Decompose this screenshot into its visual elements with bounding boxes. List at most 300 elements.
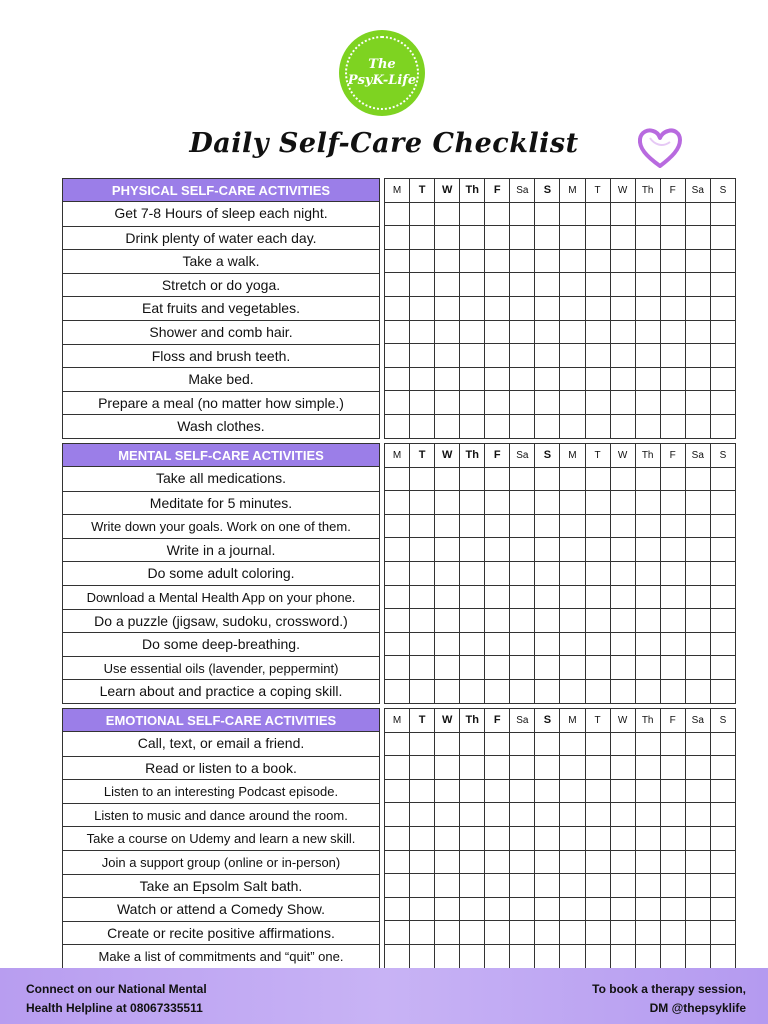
checkbox-cell[interactable]: [685, 679, 710, 703]
checkbox-cell[interactable]: [710, 850, 735, 874]
checkbox-cell[interactable]: [610, 367, 635, 391]
checkbox-cell[interactable]: [610, 514, 635, 538]
checkbox-cell[interactable]: [710, 609, 735, 633]
checkbox-cell[interactable]: [410, 391, 435, 415]
checkbox-cell[interactable]: [535, 732, 560, 756]
checkbox-cell[interactable]: [535, 656, 560, 680]
checkbox-cell[interactable]: [510, 367, 535, 391]
checkbox-cell[interactable]: [610, 779, 635, 803]
checkbox-cell[interactable]: [635, 367, 660, 391]
checkbox-cell[interactable]: [410, 296, 435, 320]
checkbox-cell[interactable]: [435, 467, 460, 491]
checkbox-cell[interactable]: [685, 320, 710, 344]
checkbox-cell[interactable]: [510, 679, 535, 703]
checkbox-cell[interactable]: [560, 226, 585, 250]
checkbox-cell[interactable]: [560, 344, 585, 368]
checkbox-cell[interactable]: [385, 296, 410, 320]
checkbox-cell[interactable]: [635, 609, 660, 633]
checkbox-cell[interactable]: [435, 803, 460, 827]
checkbox-cell[interactable]: [660, 367, 685, 391]
checkbox-cell[interactable]: [385, 414, 410, 438]
checkbox-cell[interactable]: [560, 538, 585, 562]
checkbox-cell[interactable]: [685, 467, 710, 491]
checkbox-cell[interactable]: [685, 414, 710, 438]
checkbox-cell[interactable]: [710, 344, 735, 368]
checkbox-cell[interactable]: [660, 491, 685, 515]
checkbox-cell[interactable]: [435, 296, 460, 320]
checkbox-cell[interactable]: [435, 344, 460, 368]
checkbox-cell[interactable]: [510, 944, 535, 968]
checkbox-cell[interactable]: [435, 514, 460, 538]
checkbox-cell[interactable]: [560, 202, 585, 226]
checkbox-cell[interactable]: [710, 921, 735, 945]
checkbox-cell[interactable]: [410, 320, 435, 344]
checkbox-cell[interactable]: [510, 344, 535, 368]
checkbox-cell[interactable]: [560, 826, 585, 850]
checkbox-cell[interactable]: [585, 656, 610, 680]
checkbox-cell[interactable]: [710, 467, 735, 491]
checkbox-cell[interactable]: [635, 320, 660, 344]
checkbox-cell[interactable]: [435, 779, 460, 803]
checkbox-cell[interactable]: [435, 826, 460, 850]
checkbox-cell[interactable]: [435, 897, 460, 921]
checkbox-cell[interactable]: [610, 679, 635, 703]
checkbox-cell[interactable]: [660, 732, 685, 756]
checkbox-cell[interactable]: [635, 202, 660, 226]
checkbox-cell[interactable]: [685, 514, 710, 538]
checkbox-cell[interactable]: [410, 585, 435, 609]
checkbox-cell[interactable]: [510, 609, 535, 633]
checkbox-cell[interactable]: [435, 944, 460, 968]
checkbox-cell[interactable]: [660, 226, 685, 250]
checkbox-cell[interactable]: [710, 897, 735, 921]
checkbox-cell[interactable]: [485, 826, 510, 850]
checkbox-cell[interactable]: [460, 944, 485, 968]
checkbox-cell[interactable]: [685, 632, 710, 656]
checkbox-cell[interactable]: [435, 850, 460, 874]
checkbox-cell[interactable]: [460, 491, 485, 515]
checkbox-cell[interactable]: [535, 514, 560, 538]
checkbox-cell[interactable]: [635, 249, 660, 273]
checkbox-cell[interactable]: [710, 491, 735, 515]
checkbox-cell[interactable]: [560, 656, 585, 680]
checkbox-cell[interactable]: [510, 779, 535, 803]
checkbox-cell[interactable]: [710, 273, 735, 297]
checkbox-cell[interactable]: [485, 344, 510, 368]
checkbox-cell[interactable]: [660, 803, 685, 827]
checkbox-cell[interactable]: [685, 344, 710, 368]
checkbox-cell[interactable]: [410, 491, 435, 515]
checkbox-cell[interactable]: [635, 414, 660, 438]
checkbox-cell[interactable]: [585, 467, 610, 491]
checkbox-cell[interactable]: [385, 514, 410, 538]
checkbox-cell[interactable]: [710, 249, 735, 273]
checkbox-cell[interactable]: [485, 202, 510, 226]
checkbox-cell[interactable]: [535, 491, 560, 515]
checkbox-cell[interactable]: [535, 826, 560, 850]
checkbox-cell[interactable]: [560, 561, 585, 585]
checkbox-cell[interactable]: [460, 826, 485, 850]
checkbox-cell[interactable]: [685, 296, 710, 320]
checkbox-cell[interactable]: [610, 226, 635, 250]
checkbox-cell[interactable]: [485, 874, 510, 898]
checkbox-cell[interactable]: [460, 897, 485, 921]
checkbox-cell[interactable]: [485, 367, 510, 391]
checkbox-cell[interactable]: [560, 296, 585, 320]
checkbox-cell[interactable]: [685, 226, 710, 250]
checkbox-cell[interactable]: [410, 850, 435, 874]
checkbox-cell[interactable]: [485, 561, 510, 585]
checkbox-cell[interactable]: [410, 897, 435, 921]
checkbox-cell[interactable]: [535, 850, 560, 874]
checkbox-cell[interactable]: [535, 226, 560, 250]
checkbox-cell[interactable]: [685, 732, 710, 756]
checkbox-cell[interactable]: [535, 921, 560, 945]
checkbox-cell[interactable]: [560, 467, 585, 491]
checkbox-cell[interactable]: [685, 850, 710, 874]
checkbox-cell[interactable]: [485, 732, 510, 756]
checkbox-cell[interactable]: [610, 921, 635, 945]
checkbox-cell[interactable]: [685, 656, 710, 680]
checkbox-cell[interactable]: [560, 921, 585, 945]
checkbox-cell[interactable]: [535, 585, 560, 609]
checkbox-cell[interactable]: [560, 514, 585, 538]
checkbox-cell[interactable]: [685, 538, 710, 562]
checkbox-cell[interactable]: [385, 202, 410, 226]
checkbox-cell[interactable]: [385, 756, 410, 780]
checkbox-cell[interactable]: [510, 414, 535, 438]
checkbox-cell[interactable]: [410, 874, 435, 898]
checkbox-cell[interactable]: [635, 538, 660, 562]
checkbox-cell[interactable]: [510, 561, 535, 585]
checkbox-cell[interactable]: [560, 756, 585, 780]
checkbox-cell[interactable]: [660, 391, 685, 415]
checkbox-cell[interactable]: [535, 632, 560, 656]
checkbox-cell[interactable]: [485, 921, 510, 945]
checkbox-cell[interactable]: [435, 585, 460, 609]
checkbox-cell[interactable]: [685, 897, 710, 921]
checkbox-cell[interactable]: [460, 779, 485, 803]
checkbox-cell[interactable]: [660, 826, 685, 850]
checkbox-cell[interactable]: [485, 756, 510, 780]
checkbox-cell[interactable]: [460, 538, 485, 562]
checkbox-cell[interactable]: [660, 202, 685, 226]
checkbox-cell[interactable]: [585, 491, 610, 515]
checkbox-cell[interactable]: [435, 679, 460, 703]
checkbox-cell[interactable]: [410, 756, 435, 780]
checkbox-cell[interactable]: [610, 826, 635, 850]
checkbox-cell[interactable]: [585, 679, 610, 703]
checkbox-cell[interactable]: [585, 944, 610, 968]
checkbox-cell[interactable]: [410, 273, 435, 297]
checkbox-cell[interactable]: [635, 273, 660, 297]
checkbox-cell[interactable]: [560, 491, 585, 515]
checkbox-cell[interactable]: [535, 320, 560, 344]
checkbox-cell[interactable]: [510, 756, 535, 780]
checkbox-cell[interactable]: [410, 561, 435, 585]
checkbox-cell[interactable]: [485, 944, 510, 968]
checkbox-cell[interactable]: [485, 850, 510, 874]
checkbox-cell[interactable]: [560, 391, 585, 415]
checkbox-cell[interactable]: [435, 632, 460, 656]
checkbox-cell[interactable]: [535, 344, 560, 368]
checkbox-cell[interactable]: [585, 779, 610, 803]
checkbox-cell[interactable]: [535, 561, 560, 585]
checkbox-cell[interactable]: [710, 561, 735, 585]
checkbox-cell[interactable]: [610, 414, 635, 438]
checkbox-cell[interactable]: [610, 656, 635, 680]
checkbox-cell[interactable]: [485, 226, 510, 250]
checkbox-cell[interactable]: [560, 803, 585, 827]
checkbox-cell[interactable]: [460, 921, 485, 945]
checkbox-cell[interactable]: [660, 850, 685, 874]
checkbox-cell[interactable]: [560, 249, 585, 273]
checkbox-cell[interactable]: [510, 273, 535, 297]
checkbox-cell[interactable]: [535, 897, 560, 921]
checkbox-cell[interactable]: [585, 921, 610, 945]
checkbox-cell[interactable]: [435, 538, 460, 562]
checkbox-cell[interactable]: [710, 296, 735, 320]
checkbox-cell[interactable]: [585, 561, 610, 585]
checkbox-cell[interactable]: [610, 344, 635, 368]
checkbox-cell[interactable]: [585, 756, 610, 780]
checkbox-cell[interactable]: [585, 632, 610, 656]
checkbox-cell[interactable]: [385, 897, 410, 921]
checkbox-cell[interactable]: [410, 921, 435, 945]
checkbox-cell[interactable]: [510, 391, 535, 415]
checkbox-cell[interactable]: [385, 921, 410, 945]
checkbox-cell[interactable]: [635, 491, 660, 515]
checkbox-cell[interactable]: [585, 732, 610, 756]
checkbox-cell[interactable]: [460, 202, 485, 226]
checkbox-cell[interactable]: [510, 803, 535, 827]
checkbox-cell[interactable]: [385, 850, 410, 874]
checkbox-cell[interactable]: [535, 249, 560, 273]
checkbox-cell[interactable]: [385, 585, 410, 609]
checkbox-cell[interactable]: [485, 656, 510, 680]
checkbox-cell[interactable]: [710, 632, 735, 656]
checkbox-cell[interactable]: [435, 273, 460, 297]
checkbox-cell[interactable]: [510, 732, 535, 756]
checkbox-cell[interactable]: [410, 414, 435, 438]
checkbox-cell[interactable]: [510, 850, 535, 874]
checkbox-cell[interactable]: [485, 538, 510, 562]
checkbox-cell[interactable]: [485, 632, 510, 656]
checkbox-cell[interactable]: [710, 656, 735, 680]
checkbox-cell[interactable]: [685, 874, 710, 898]
checkbox-cell[interactable]: [535, 944, 560, 968]
checkbox-cell[interactable]: [385, 826, 410, 850]
checkbox-cell[interactable]: [460, 226, 485, 250]
checkbox-cell[interactable]: [585, 585, 610, 609]
checkbox-cell[interactable]: [535, 779, 560, 803]
checkbox-cell[interactable]: [410, 344, 435, 368]
checkbox-cell[interactable]: [535, 367, 560, 391]
checkbox-cell[interactable]: [710, 679, 735, 703]
checkbox-cell[interactable]: [435, 414, 460, 438]
checkbox-cell[interactable]: [660, 414, 685, 438]
checkbox-cell[interactable]: [410, 803, 435, 827]
checkbox-cell[interactable]: [485, 320, 510, 344]
checkbox-cell[interactable]: [585, 367, 610, 391]
checkbox-cell[interactable]: [610, 202, 635, 226]
checkbox-cell[interactable]: [485, 779, 510, 803]
checkbox-cell[interactable]: [660, 679, 685, 703]
checkbox-cell[interactable]: [610, 320, 635, 344]
checkbox-cell[interactable]: [485, 414, 510, 438]
checkbox-cell[interactable]: [435, 756, 460, 780]
checkbox-cell[interactable]: [435, 249, 460, 273]
checkbox-cell[interactable]: [485, 467, 510, 491]
checkbox-cell[interactable]: [635, 296, 660, 320]
checkbox-cell[interactable]: [660, 467, 685, 491]
checkbox-cell[interactable]: [410, 538, 435, 562]
checkbox-cell[interactable]: [385, 467, 410, 491]
checkbox-cell[interactable]: [385, 561, 410, 585]
checkbox-cell[interactable]: [635, 679, 660, 703]
checkbox-cell[interactable]: [610, 609, 635, 633]
checkbox-cell[interactable]: [660, 344, 685, 368]
checkbox-cell[interactable]: [610, 803, 635, 827]
checkbox-cell[interactable]: [460, 320, 485, 344]
checkbox-cell[interactable]: [635, 944, 660, 968]
checkbox-cell[interactable]: [410, 367, 435, 391]
checkbox-cell[interactable]: [435, 874, 460, 898]
checkbox-cell[interactable]: [660, 320, 685, 344]
checkbox-cell[interactable]: [435, 561, 460, 585]
checkbox-cell[interactable]: [510, 226, 535, 250]
checkbox-cell[interactable]: [560, 320, 585, 344]
checkbox-cell[interactable]: [560, 850, 585, 874]
checkbox-cell[interactable]: [660, 249, 685, 273]
checkbox-cell[interactable]: [435, 732, 460, 756]
checkbox-cell[interactable]: [685, 779, 710, 803]
checkbox-cell[interactable]: [535, 467, 560, 491]
checkbox-cell[interactable]: [635, 826, 660, 850]
checkbox-cell[interactable]: [385, 656, 410, 680]
checkbox-cell[interactable]: [610, 850, 635, 874]
checkbox-cell[interactable]: [560, 367, 585, 391]
checkbox-cell[interactable]: [435, 656, 460, 680]
checkbox-cell[interactable]: [610, 897, 635, 921]
checkbox-cell[interactable]: [535, 296, 560, 320]
checkbox-cell[interactable]: [635, 921, 660, 945]
checkbox-cell[interactable]: [660, 273, 685, 297]
checkbox-cell[interactable]: [410, 732, 435, 756]
checkbox-cell[interactable]: [460, 249, 485, 273]
checkbox-cell[interactable]: [535, 756, 560, 780]
checkbox-cell[interactable]: [685, 391, 710, 415]
checkbox-cell[interactable]: [685, 561, 710, 585]
checkbox-cell[interactable]: [585, 803, 610, 827]
checkbox-cell[interactable]: [560, 609, 585, 633]
checkbox-cell[interactable]: [410, 202, 435, 226]
checkbox-cell[interactable]: [485, 514, 510, 538]
checkbox-cell[interactable]: [710, 320, 735, 344]
checkbox-cell[interactable]: [635, 585, 660, 609]
checkbox-cell[interactable]: [485, 296, 510, 320]
checkbox-cell[interactable]: [560, 273, 585, 297]
checkbox-cell[interactable]: [585, 826, 610, 850]
checkbox-cell[interactable]: [685, 609, 710, 633]
checkbox-cell[interactable]: [635, 803, 660, 827]
checkbox-cell[interactable]: [485, 491, 510, 515]
checkbox-cell[interactable]: [485, 897, 510, 921]
checkbox-cell[interactable]: [585, 850, 610, 874]
checkbox-cell[interactable]: [435, 609, 460, 633]
checkbox-cell[interactable]: [385, 273, 410, 297]
checkbox-cell[interactable]: [635, 756, 660, 780]
checkbox-cell[interactable]: [560, 585, 585, 609]
checkbox-cell[interactable]: [660, 779, 685, 803]
checkbox-cell[interactable]: [385, 632, 410, 656]
checkbox-cell[interactable]: [485, 803, 510, 827]
checkbox-cell[interactable]: [410, 779, 435, 803]
checkbox-cell[interactable]: [510, 826, 535, 850]
checkbox-cell[interactable]: [610, 756, 635, 780]
checkbox-cell[interactable]: [510, 874, 535, 898]
checkbox-cell[interactable]: [635, 850, 660, 874]
checkbox-cell[interactable]: [585, 202, 610, 226]
checkbox-cell[interactable]: [610, 561, 635, 585]
checkbox-cell[interactable]: [385, 609, 410, 633]
checkbox-cell[interactable]: [510, 320, 535, 344]
checkbox-cell[interactable]: [585, 391, 610, 415]
checkbox-cell[interactable]: [385, 226, 410, 250]
checkbox-cell[interactable]: [660, 538, 685, 562]
checkbox-cell[interactable]: [685, 944, 710, 968]
checkbox-cell[interactable]: [410, 609, 435, 633]
checkbox-cell[interactable]: [385, 538, 410, 562]
checkbox-cell[interactable]: [660, 296, 685, 320]
checkbox-cell[interactable]: [385, 249, 410, 273]
checkbox-cell[interactable]: [710, 803, 735, 827]
checkbox-cell[interactable]: [685, 756, 710, 780]
checkbox-cell[interactable]: [660, 609, 685, 633]
checkbox-cell[interactable]: [485, 273, 510, 297]
checkbox-cell[interactable]: [410, 226, 435, 250]
checkbox-cell[interactable]: [510, 202, 535, 226]
checkbox-cell[interactable]: [385, 344, 410, 368]
checkbox-cell[interactable]: [710, 826, 735, 850]
checkbox-cell[interactable]: [460, 609, 485, 633]
checkbox-cell[interactable]: [460, 367, 485, 391]
checkbox-cell[interactable]: [460, 414, 485, 438]
checkbox-cell[interactable]: [585, 538, 610, 562]
checkbox-cell[interactable]: [535, 202, 560, 226]
checkbox-cell[interactable]: [585, 226, 610, 250]
checkbox-cell[interactable]: [410, 514, 435, 538]
checkbox-cell[interactable]: [460, 391, 485, 415]
checkbox-cell[interactable]: [635, 732, 660, 756]
checkbox-cell[interactable]: [510, 921, 535, 945]
checkbox-cell[interactable]: [610, 296, 635, 320]
checkbox-cell[interactable]: [685, 803, 710, 827]
checkbox-cell[interactable]: [560, 897, 585, 921]
checkbox-cell[interactable]: [660, 944, 685, 968]
checkbox-cell[interactable]: [585, 874, 610, 898]
checkbox-cell[interactable]: [435, 226, 460, 250]
checkbox-cell[interactable]: [535, 273, 560, 297]
checkbox-cell[interactable]: [385, 320, 410, 344]
checkbox-cell[interactable]: [510, 514, 535, 538]
checkbox-cell[interactable]: [535, 679, 560, 703]
checkbox-cell[interactable]: [460, 561, 485, 585]
checkbox-cell[interactable]: [435, 202, 460, 226]
checkbox-cell[interactable]: [535, 874, 560, 898]
checkbox-cell[interactable]: [710, 391, 735, 415]
checkbox-cell[interactable]: [485, 249, 510, 273]
